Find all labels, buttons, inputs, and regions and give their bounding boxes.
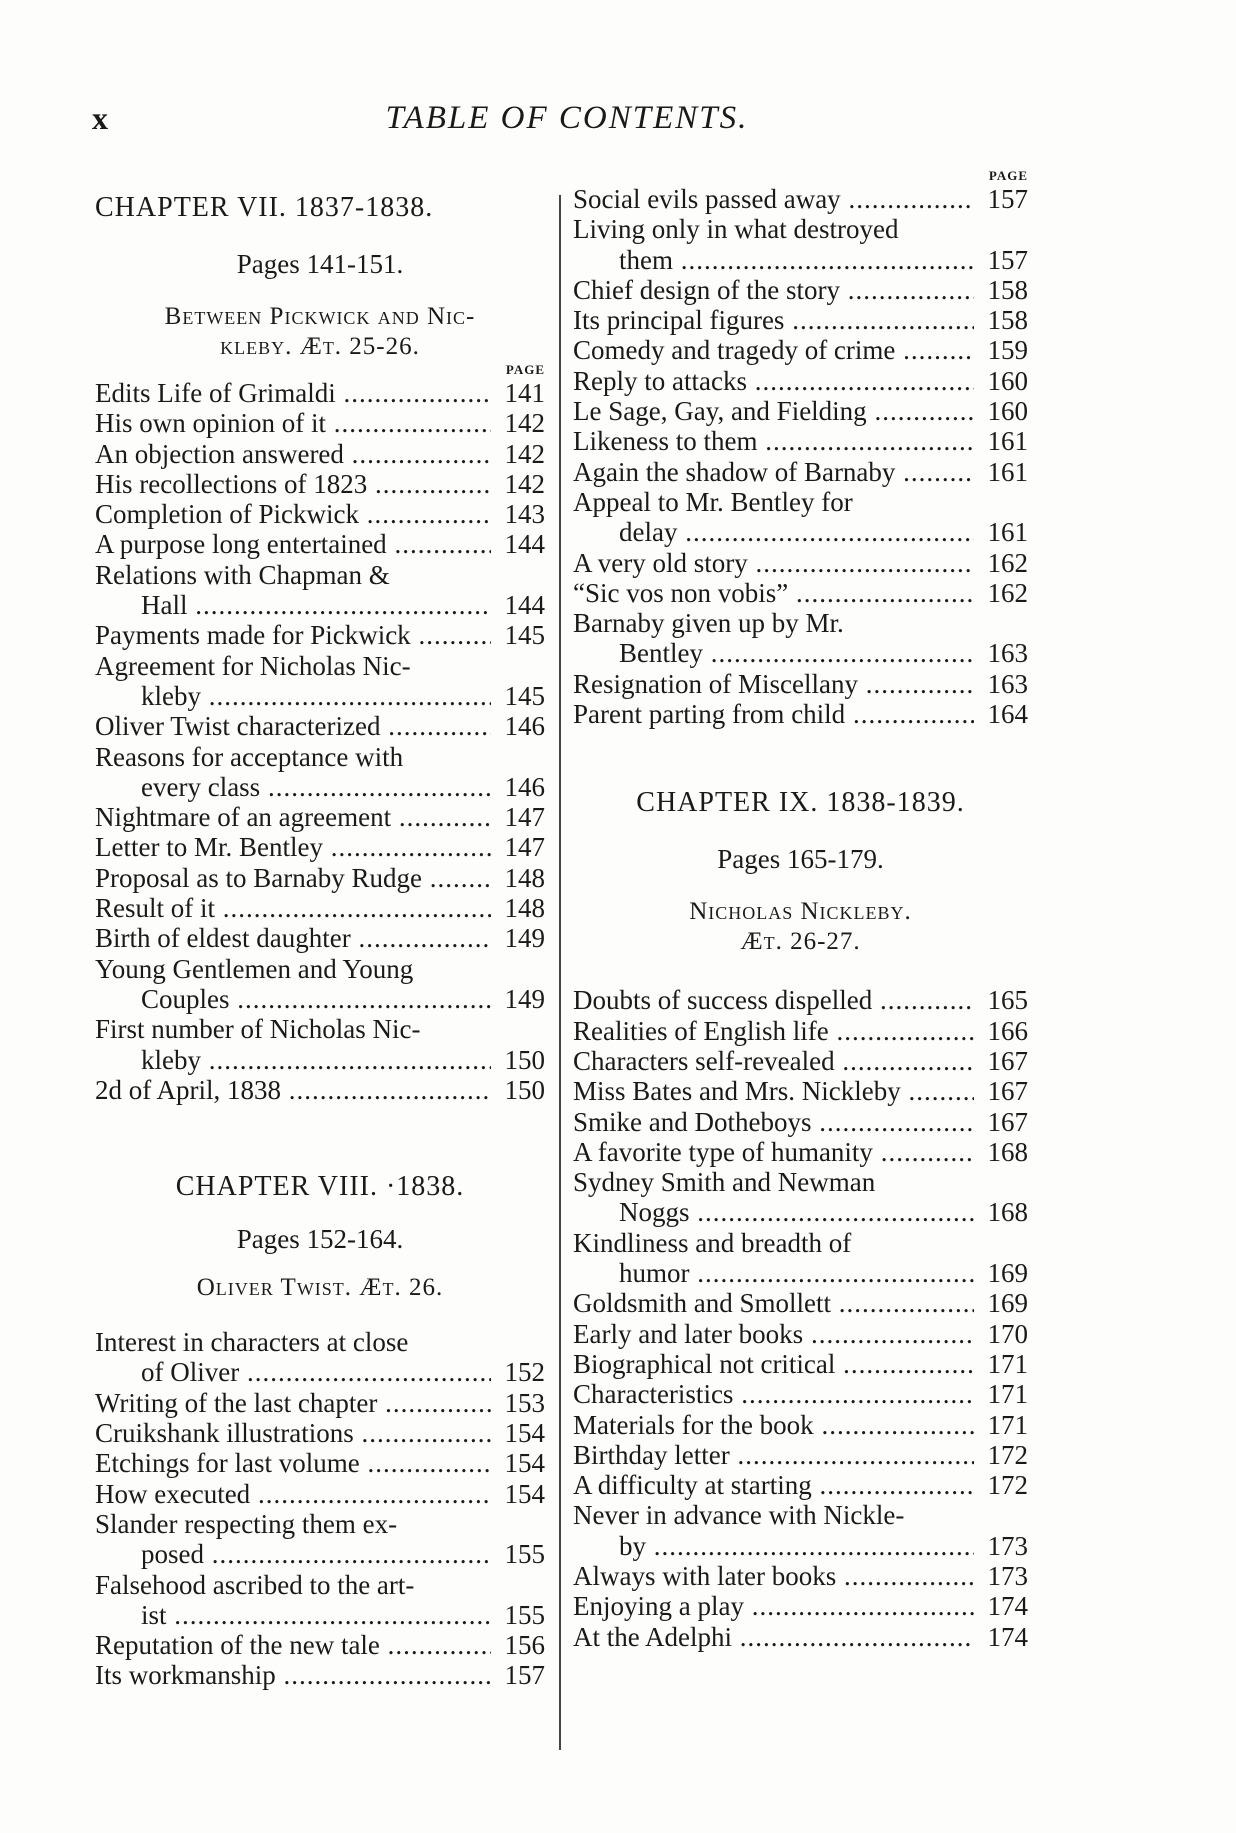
toc-entry	[573, 669, 1028, 699]
toc-entry-title-part1: Slander respecting them ex-	[95, 1508, 398, 1539]
toc-entry-title: Miss Bates and Mrs. Nickleby .....	[573, 1076, 974, 1106]
toc-entry-title-part2: them .....	[619, 245, 974, 275]
toc-entry	[95, 984, 545, 1014]
toc-entry	[95, 681, 545, 711]
toc-entry	[573, 1076, 1028, 1106]
toc-entry-title-part1: Interest in characters at close	[95, 1327, 409, 1358]
toc-entry-title-part1: Agreement for Nicholas Nic-	[95, 650, 411, 681]
toc-entry-page: 142	[504, 438, 545, 469]
toc-entry	[95, 1479, 545, 1509]
toc-entry-title: A favorite type of humanity .....	[573, 1137, 974, 1167]
toc-entry	[95, 408, 545, 438]
toc-entry-line1	[573, 487, 1028, 517]
toc-entry	[573, 1531, 1028, 1561]
toc-entry-title: Enjoying a play .....	[573, 1591, 974, 1621]
toc-entry-page: 146	[504, 711, 545, 742]
chapter-8-pages: Pages 152-164.	[236, 1224, 404, 1255]
toc-entry	[573, 1440, 1028, 1470]
toc-entry-title-part1: Young Gentlemen and Young	[95, 953, 414, 984]
chapter-7-title: CHAPTER VII. 1837-1838.	[95, 192, 434, 223]
toc-entry-page: 171	[987, 1409, 1028, 1440]
chapter-9-entries	[573, 985, 1028, 1652]
toc-entry-title: Always with later books .....	[573, 1561, 974, 1591]
toc-entry-title-part2: of Oliver .....	[141, 1357, 491, 1387]
toc-entry-title: Comedy and tragedy of crime .....	[573, 335, 974, 365]
toc-entry-page: 167	[987, 1076, 1028, 1107]
toc-entry	[95, 1357, 545, 1387]
column-divider	[559, 195, 561, 1750]
toc-entry-page: 148	[504, 893, 545, 924]
toc-entry-page: 158	[987, 274, 1028, 305]
toc-entry-title-part2: humor .....	[619, 1258, 974, 1288]
toc-entry-line1	[573, 1167, 1028, 1197]
toc-entry-title: Completion of Pickwick .....	[95, 499, 491, 529]
toc-entry-page: 173	[987, 1530, 1028, 1561]
toc-entry-page: 157	[987, 184, 1028, 214]
folio-number: x	[92, 100, 108, 136]
chapter-8-entries	[95, 1327, 545, 1691]
chapter-7-pages: Pages 141-151.	[236, 249, 404, 279]
toc-entry-page: 163	[987, 668, 1028, 699]
toc-entry-page: 160	[987, 365, 1028, 396]
toc-entry-title: Writing of the last chapter .....	[95, 1388, 491, 1418]
toc-entry-line1	[573, 608, 1028, 638]
chapter-9-pages: Pages 165-179.	[717, 844, 884, 875]
toc-entry-page: 150	[504, 1074, 545, 1105]
toc-entry	[95, 1045, 545, 1075]
toc-entry	[95, 772, 545, 802]
toc-entry-page: 145	[504, 680, 545, 711]
toc-entry-line1	[95, 1014, 545, 1044]
chapter-8-title: CHAPTER VIII. ·1838.	[175, 1171, 465, 1203]
toc-entry	[95, 1539, 545, 1569]
page-column-label-right: PAGE	[988, 168, 1028, 183]
toc-entry	[95, 1388, 545, 1418]
toc-entry-line1	[95, 1327, 545, 1357]
toc-entry-title: A very old story .....	[573, 548, 974, 578]
toc-entry-title: Chief design of the story .....	[573, 275, 974, 305]
toc-entry-title-part2: ist .....	[141, 1600, 491, 1630]
toc-entry-line1	[95, 954, 545, 984]
chapter-9-section-line2: Æt. 26-27.	[740, 928, 861, 956]
toc-entry-title: Characteristics .....	[573, 1379, 974, 1409]
toc-entry-title-part2: Noggs .....	[619, 1197, 974, 1227]
toc-entry-title: Oliver Twist characterized .....	[95, 711, 491, 741]
toc-entry-title: Goldsmith and Smollett .....	[573, 1288, 974, 1318]
toc-entry-page: 144	[504, 590, 545, 621]
toc-entry-title-part1: Falsehood ascribed to the art-	[95, 1569, 415, 1600]
toc-entry-page: 143	[504, 499, 545, 530]
toc-entry-title: Smike and Dotheboys .....	[573, 1107, 974, 1137]
toc-entry	[573, 1016, 1028, 1046]
toc-entry-page: 164	[987, 699, 1028, 730]
toc-entry-page: 163	[987, 638, 1028, 669]
toc-entry-page: 167	[987, 1106, 1028, 1137]
toc-entry	[573, 1622, 1028, 1652]
toc-entry-title: Characters self-revealed .....	[573, 1046, 974, 1076]
toc-entry-page: 174	[987, 1621, 1028, 1652]
toc-entry-title: Its workmanship .....	[95, 1660, 491, 1690]
left-column	[95, 190, 545, 1691]
toc-entry	[573, 1107, 1028, 1137]
chapter-8-entries-continued	[573, 184, 1028, 729]
chapter-7-section-line2: kleby. Æt. 25-26.	[220, 333, 420, 360]
toc-entry	[573, 1319, 1028, 1349]
toc-entry	[95, 1630, 545, 1660]
toc-entry-title-part1: First number of Nicholas Nic-	[95, 1014, 421, 1045]
toc-entry-page: 153	[504, 1387, 545, 1418]
toc-entry	[573, 366, 1028, 396]
toc-entry-page: 155	[504, 1539, 545, 1570]
toc-entry	[573, 305, 1028, 335]
toc-entry	[573, 578, 1028, 608]
toc-entry-page: 168	[987, 1197, 1028, 1228]
toc-entry-title: Resignation of Miscellany .....	[573, 669, 974, 699]
toc-entry-title: Edits Life of Grimaldi .....	[95, 378, 491, 408]
toc-entry-title: His own opinion of it .....	[95, 408, 491, 438]
toc-entry-page: 161	[987, 456, 1028, 487]
toc-entry-title: Again the shadow of Barnaby .....	[573, 457, 974, 487]
toc-entry	[573, 426, 1028, 456]
toc-entry-page: 148	[504, 862, 545, 893]
toc-entry-page: 147	[504, 832, 545, 863]
toc-entry	[573, 1137, 1028, 1167]
toc-entry-line1	[573, 1228, 1028, 1258]
toc-entry-title-part1: Sydney Smith and Newman	[573, 1167, 876, 1198]
toc-entry-title: A difficulty at starting .....	[573, 1470, 974, 1500]
toc-entry-page: 149	[504, 923, 545, 954]
toc-entry	[95, 469, 545, 499]
toc-entry	[95, 802, 545, 832]
toc-entry-page: 147	[504, 802, 545, 833]
toc-entry-title: Proposal as to Barnaby Rudge .....	[95, 863, 491, 893]
toc-entry-page: 160	[987, 396, 1028, 427]
toc-entry	[95, 893, 545, 923]
toc-entry-title: Reputation of the new tale .....	[95, 1630, 491, 1660]
toc-entry-title: Parent parting from child .....	[573, 699, 974, 729]
toc-entry-title: At the Adelphi .....	[573, 1622, 974, 1652]
toc-entry-page: 142	[504, 468, 545, 499]
toc-entry-title: Biographical not critical .....	[573, 1349, 974, 1379]
toc-entry-page: 170	[987, 1318, 1028, 1349]
toc-entry-title-part2: every class .....	[141, 772, 491, 802]
toc-entry-title: A purpose long entertained .....	[95, 529, 491, 559]
toc-entry	[573, 1258, 1028, 1288]
toc-entry-page: 154	[504, 1448, 545, 1479]
toc-entry-page: 156	[504, 1630, 545, 1661]
toc-entry-page: 169	[987, 1258, 1028, 1289]
toc-entry	[573, 548, 1028, 578]
toc-entry-page: 171	[987, 1379, 1028, 1410]
toc-entry	[95, 620, 545, 650]
toc-entry-title: Reply to attacks .....	[573, 366, 974, 396]
toc-entry-page: 145	[504, 620, 545, 651]
toc-entry-title: Realities of English life .....	[573, 1016, 974, 1046]
toc-entry-page: 152	[504, 1357, 545, 1388]
toc-entry-title-part1: Barnaby given up by Mr.	[573, 608, 844, 639]
toc-entry-page: 161	[987, 426, 1028, 457]
toc-entry	[95, 529, 545, 559]
toc-entry-title: Birthday letter .....	[573, 1440, 974, 1470]
toc-entry-title-part2: delay .....	[619, 517, 974, 547]
toc-entry	[573, 457, 1028, 487]
toc-entry	[95, 863, 545, 893]
toc-entry-title-part1: Reasons for acceptance with	[95, 741, 404, 772]
chapter-9-title: CHAPTER IX. 1838-1839.	[636, 787, 965, 819]
toc-entry-title: Cruikshank illustrations .....	[95, 1418, 491, 1448]
toc-entry-page: 173	[987, 1560, 1028, 1591]
toc-entry-title: How executed .....	[95, 1479, 491, 1509]
toc-entry-title: Etchings for last volume .....	[95, 1448, 491, 1478]
toc-entry-title: Doubts of success dispelled .....	[573, 985, 974, 1015]
toc-entry-title: Materials for the book .....	[573, 1410, 974, 1440]
toc-entry-page: 172	[987, 1470, 1028, 1501]
toc-entry-title-part1: Living only in what destroyed	[573, 214, 899, 245]
toc-entry	[573, 245, 1028, 275]
toc-entry-page: 154	[504, 1478, 545, 1509]
chapter-8-section: Oliver Twist. Æt. 26.	[196, 1274, 444, 1302]
toc-entry-line1	[95, 560, 545, 590]
toc-entry-page: 155	[504, 1599, 545, 1630]
toc-entry-title-part1: Relations with Chapman &	[95, 559, 390, 590]
toc-entry-page: 158	[987, 305, 1028, 336]
toc-entry-title: Payments made for Pickwick .....	[95, 620, 491, 650]
toc-entry	[573, 275, 1028, 305]
toc-entry	[95, 1075, 545, 1105]
toc-entry-title: Nightmare of an agreement .....	[95, 802, 491, 832]
toc-entry	[573, 184, 1028, 214]
toc-entry-title-part2: Bentley .....	[619, 638, 974, 668]
toc-entry	[95, 1448, 545, 1478]
chapter-7-section-line1: Between Pickwick and Nic-	[164, 303, 476, 330]
chapter-7-entries	[95, 378, 545, 1105]
running-title: TABLE OF CONTENTS.	[385, 100, 749, 136]
toc-entry-page: 157	[987, 244, 1028, 275]
toc-entry-page: 162	[987, 577, 1028, 608]
toc-entry-line1	[95, 742, 545, 772]
toc-entry-title: Its principal figures .....	[573, 305, 974, 335]
toc-entry	[95, 711, 545, 741]
toc-entry-page: 162	[987, 547, 1028, 578]
toc-entry-title-part2: Couples .....	[141, 984, 491, 1014]
toc-entry-title: Early and later books .....	[573, 1319, 974, 1349]
toc-entry-line1	[95, 1509, 545, 1539]
toc-entry-title-part1: Kindliness and breadth of	[573, 1227, 852, 1258]
toc-entry-page: 144	[504, 529, 545, 560]
toc-entry-page: 165	[987, 985, 1028, 1016]
toc-entry-title: Result of it .....	[95, 893, 491, 923]
toc-entry-title: Birth of eldest daughter .....	[95, 923, 491, 953]
toc-entry	[95, 439, 545, 469]
toc-entry-page: 171	[987, 1348, 1028, 1379]
toc-entry-page: 168	[987, 1136, 1028, 1167]
toc-entry	[573, 1561, 1028, 1591]
toc-entry-title-part2: Hall .....	[141, 590, 491, 620]
toc-entry-title-part2: kleby .....	[141, 1045, 491, 1075]
toc-entry-title: Social evils passed away .....	[573, 184, 974, 214]
toc-entry-page: 167	[987, 1045, 1028, 1076]
toc-entry	[95, 832, 545, 862]
toc-entry	[573, 699, 1028, 729]
toc-entry	[95, 1418, 545, 1448]
toc-entry	[573, 1379, 1028, 1409]
toc-entry	[573, 1410, 1028, 1440]
toc-entry	[95, 923, 545, 953]
toc-entry	[573, 396, 1028, 426]
toc-entry-page: 154	[504, 1418, 545, 1449]
toc-entry-page: 172	[987, 1439, 1028, 1470]
toc-entry-line1	[95, 1570, 545, 1600]
toc-entry-page: 150	[504, 1044, 545, 1075]
toc-entry-title-part2: kleby .....	[141, 681, 491, 711]
toc-entry	[573, 1288, 1028, 1318]
toc-entry	[95, 499, 545, 529]
toc-entry-title-part1: Appeal to Mr. Bentley for	[573, 486, 853, 517]
toc-entry	[573, 985, 1028, 1015]
toc-entry-page: 159	[987, 335, 1028, 366]
toc-entry	[573, 1591, 1028, 1621]
toc-entry-page: 142	[504, 408, 545, 439]
page-column-label: PAGE	[505, 362, 545, 377]
page-header	[92, 100, 1042, 150]
toc-entry	[573, 1046, 1028, 1076]
toc-entry-page: 149	[504, 983, 545, 1014]
toc-entry-title: 2d of April, 1838 .....	[95, 1075, 491, 1105]
toc-entry	[95, 1600, 545, 1630]
toc-entry	[573, 638, 1028, 668]
toc-entry	[95, 590, 545, 620]
toc-entry-title-part2: posed .....	[141, 1539, 491, 1569]
toc-entry-title: An objection answered .....	[95, 439, 491, 469]
toc-entry	[573, 1197, 1028, 1227]
toc-entry-page: 141	[504, 378, 545, 408]
toc-entry-page: 174	[987, 1591, 1028, 1622]
toc-entry	[573, 1349, 1028, 1379]
chapter-9-section-line1: Nicholas Nickleby.	[689, 898, 912, 926]
toc-entry	[573, 517, 1028, 547]
toc-entry-page: 157	[504, 1660, 545, 1691]
toc-entry	[95, 1660, 545, 1690]
toc-entry-title: “Sic vos non vobis” .....	[573, 578, 974, 608]
toc-entry	[573, 335, 1028, 365]
toc-entry-title-part2: by .....	[619, 1531, 974, 1561]
toc-entry-line1	[95, 651, 545, 681]
toc-entry-page: 146	[504, 771, 545, 802]
right-column	[573, 168, 1028, 1652]
toc-entry-page: 169	[987, 1288, 1028, 1319]
toc-entry-line1	[573, 1500, 1028, 1530]
toc-entry	[95, 378, 545, 408]
toc-entry	[573, 1470, 1028, 1500]
toc-entry-title: Letter to Mr. Bentley .....	[95, 832, 491, 862]
toc-entry-page: 166	[987, 1015, 1028, 1046]
toc-entry-title: Le Sage, Gay, and Fielding .....	[573, 396, 974, 426]
toc-entry-line1	[573, 214, 1028, 244]
toc-entry-page: 161	[987, 517, 1028, 548]
toc-entry-title: His recollections of 1823 .....	[95, 469, 491, 499]
toc-entry-title: Likeness to them .....	[573, 426, 974, 456]
toc-entry-title-part1: Never in advance with Nickle-	[573, 1500, 905, 1531]
